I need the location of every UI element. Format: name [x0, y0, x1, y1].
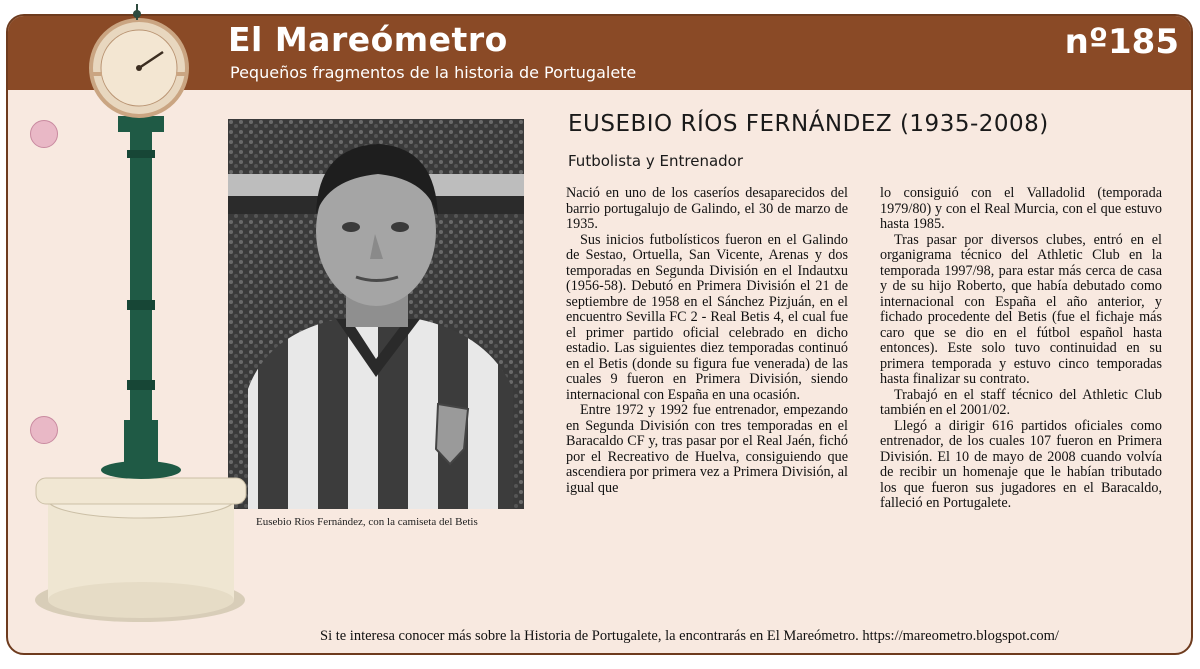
paragraph: Entre 1972 y 1992 fue entrenador, empezando en Segunda División con tres temporadas en el Baracaldo CF y, tras pasar por el Real Jaén, fichó por el Recreativo de Huelva, consiguiendo que ascendiera por primera vez a Primera División, al igual que — [566, 402, 848, 496]
article-column-2 — [880, 186, 1162, 512]
photo-caption: Eusebio Ríos Fernández, con la camiseta del Betis — [256, 516, 478, 528]
tide-clock-illustration — [0, 0, 260, 669]
paragraph: Llegó a dirigir 616 partidos oficiales como entrenador, de los cuales 107 fueron en Primera División. El 10 de mayo de 2008 cuando volvía de recibir un homenaje que le habían tributado los que fueron sus jugadores en el Baracaldo, falleció en Portugalete. — [880, 417, 1162, 511]
footer-note: Si te interesa conocer más sobre la Historia de Portugalete, la encontrarás en El Mareómetro. https://mareometro.blogspot.com/ — [320, 628, 1059, 644]
article-role: Futbolista y Entrenador — [568, 152, 744, 170]
page-subtitle: Pequeños fragmentos de la historia de Portugalete — [230, 63, 637, 82]
paragraph: Nació en uno de los caseríos desaparecidos del barrio portugalujo de Galindo, el 30 de marzo de 1935. — [566, 185, 848, 232]
paragraph: lo consiguió con el Valladolid (temporada 1979/80) y con el Real Murcia, con el que estuvo hasta 1985. — [880, 185, 1162, 232]
page-title: El Mareómetro — [228, 20, 508, 59]
paragraph: Sus inicios futbolísticos fueron en el Galindo de Sestao, Ortuella, San Vicente, Arenas y dos temporadas en Segunda División en el Indautxu (1956-58). Debutó en Primera División el 21 de septiembre de 1958 en el Sánchez Pizjuán, en el encuentro Sevilla FC 2 - Real Betis 4, el cual fue el primer partido oficial celebrado en dicho estadio. Las siguientes diez temporadas continuó en el Betis (donde su figura fue venerada) de las cuales 9 fueron en Primera División, siendo internacional con España en una ocasión. — [566, 231, 848, 403]
article-column-1 — [566, 186, 848, 496]
article-heading: EUSEBIO RÍOS FERNÁNDEZ (1935-2008) — [568, 111, 1049, 137]
paragraph: Tras pasar por diversos clubes, entró en el organigrama técnico del Athletic Club en la temporada 1997/98, para estar más cerca de casa y de su hijo Roberto, que había debutado como internacional con España el año anterior, y fichado procedente del Betis (fue el fichaje más caro que se dio en el fútbol español hasta entonces). Este solo tuvo continuidad en su primera temporada y estuvo cinco temporadas hasta finalizar su contrato. — [880, 231, 1162, 387]
issue-number: nº185 — [1064, 22, 1179, 62]
player-photo — [228, 119, 524, 509]
paragraph: Trabajó en el staff técnico del Athletic Club también en el 2001/02. — [880, 386, 1162, 418]
